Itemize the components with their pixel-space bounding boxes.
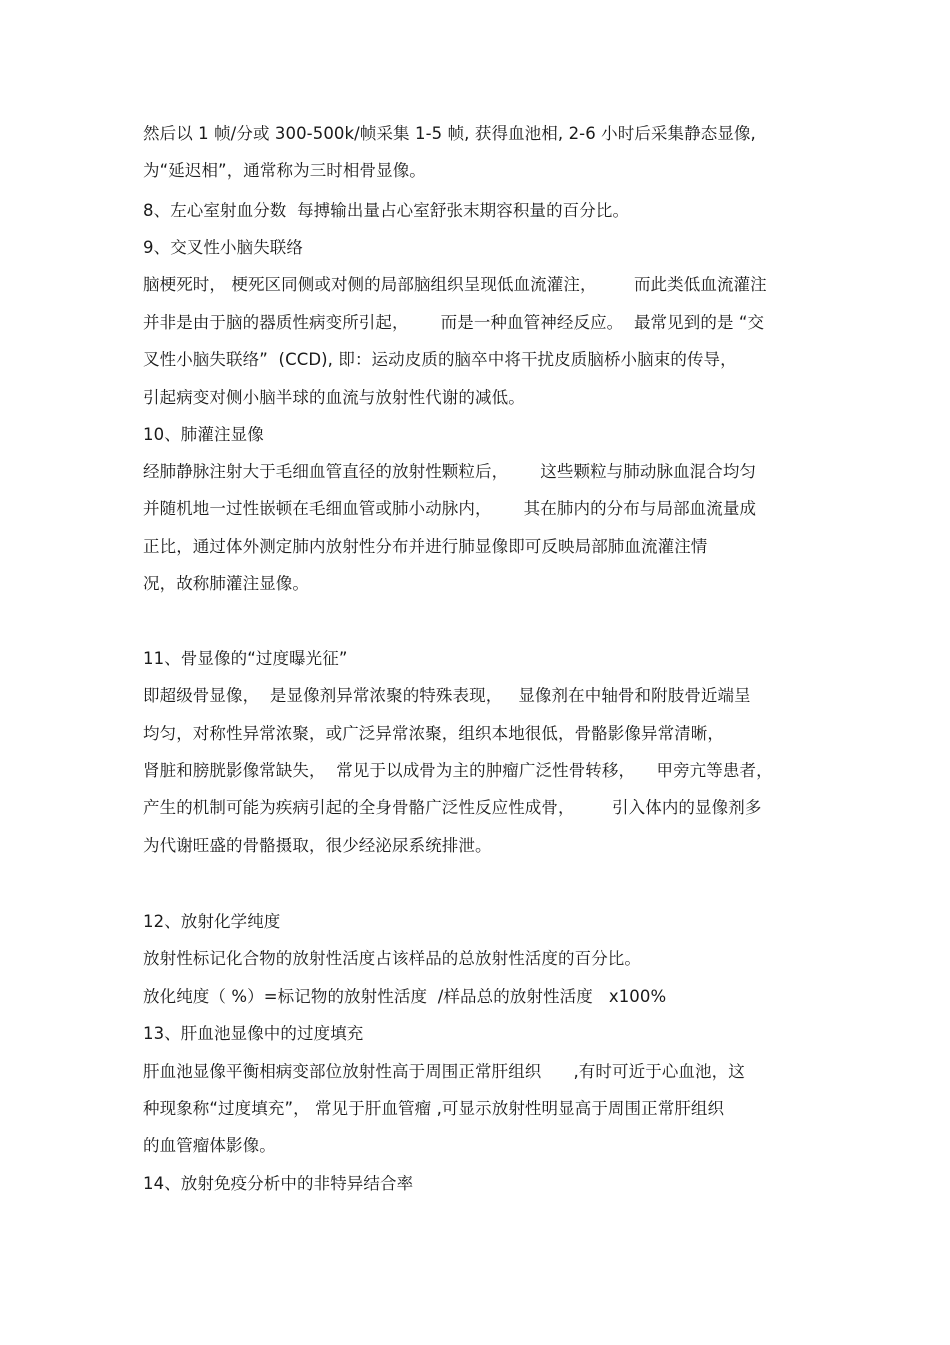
text-line: 脑梗死时， 梗死区同侧或对侧的局部脑组织呈现低血流灌注， 而此类低血流灌注 — [143, 275, 767, 294]
section-heading-12: 12、放射化学纯度 — [143, 912, 281, 931]
text-line: 为“延迟相”，通常称为三时相骨显像。 — [143, 161, 426, 180]
text-line: 况，故称肺灌注显像。 — [143, 574, 309, 593]
text-line: 并随机地一过性嵌顿在毛细血管或肺小动脉内， 其在肺内的分布与局部血流量成 — [143, 499, 757, 518]
text-line: 经肺静脉注射大于毛细血管直径的放射性颗粒后， 这些颗粒与肺动脉血混合均匀 — [143, 462, 757, 481]
text-line: 叉性小脑失联络” (CCD), 即：运动皮质的脑卒中将干扰皮质脑桥小脑束的传导， — [143, 350, 737, 369]
text-line: 引起病变对侧小脑半球的血流与放射性代谢的减低。 — [143, 388, 525, 407]
text-line: 为代谢旺盛的骨骼摄取，很少经泌尿系统排泄。 — [143, 836, 492, 855]
text-line: 肝血池显像平衡相病变部位放射性高于周围正常肝组织 ,有时可近于心血池，这 — [143, 1062, 745, 1081]
formula-line: 放化纯度（ %）=标记物的放射性活度 /样品总的放射性活度 x100% — [143, 987, 667, 1006]
section-heading-10: 10、肺灌注显像 — [143, 425, 264, 444]
text-line: 然后以 1 帧/分或 300-500k/帧采集 1-5 帧, 获得血池相, 2-6 小时后采集静态显像, — [143, 124, 756, 143]
text-line: 放射性标记化合物的放射性活度占该样品的总放射性活度的百分比。 — [143, 949, 641, 968]
text-line: 均匀，对称性异常浓聚，或广泛异常浓聚，组织本地很低，骨骼影像异常清晰， — [143, 724, 724, 743]
text-line: 正比，通过体外测定肺内放射性分布并进行肺显像即可反映局部肺血流灌注情 — [143, 537, 708, 556]
text-line: 并非是由于脑的器质性病变所引起， 而是一种血管神经反应。 最常见到的是 “交 — [143, 313, 765, 332]
section-heading-13: 13、肝血池显像中的过度填充 — [143, 1024, 364, 1043]
section-heading-9: 9、交叉性小脑失联络 — [143, 238, 303, 257]
section-heading-14: 14、放射免疫分析中的非特异结合率 — [143, 1174, 414, 1193]
section-heading-8: 8、左心室射血分数 每搏输出量占心室舒张末期容积量的百分比。 — [143, 201, 630, 220]
text-line: 的血管瘤体影像。 — [143, 1136, 276, 1155]
text-line: 肾脏和膀胱影像常缺失， 常见于以成骨为主的肿瘤广泛性骨转移， 甲旁亢等患者， — [143, 761, 773, 780]
text-line: 种现象称“过度填充”， 常见于肝血管瘤 ,可显示放射性明显高于周围正常肝组织 — [143, 1099, 725, 1118]
text-line: 即超级骨显像， 是显像剂异常浓聚的特殊表现， 显像剂在中轴骨和附肢骨近端呈 — [143, 686, 751, 705]
section-heading-11: 11、骨显像的“过度曝光征” — [143, 649, 348, 668]
text-line: 产生的机制可能为疾病引起的全身骨骼广泛性反应性成骨， 引入体内的显像剂多 — [143, 798, 762, 817]
